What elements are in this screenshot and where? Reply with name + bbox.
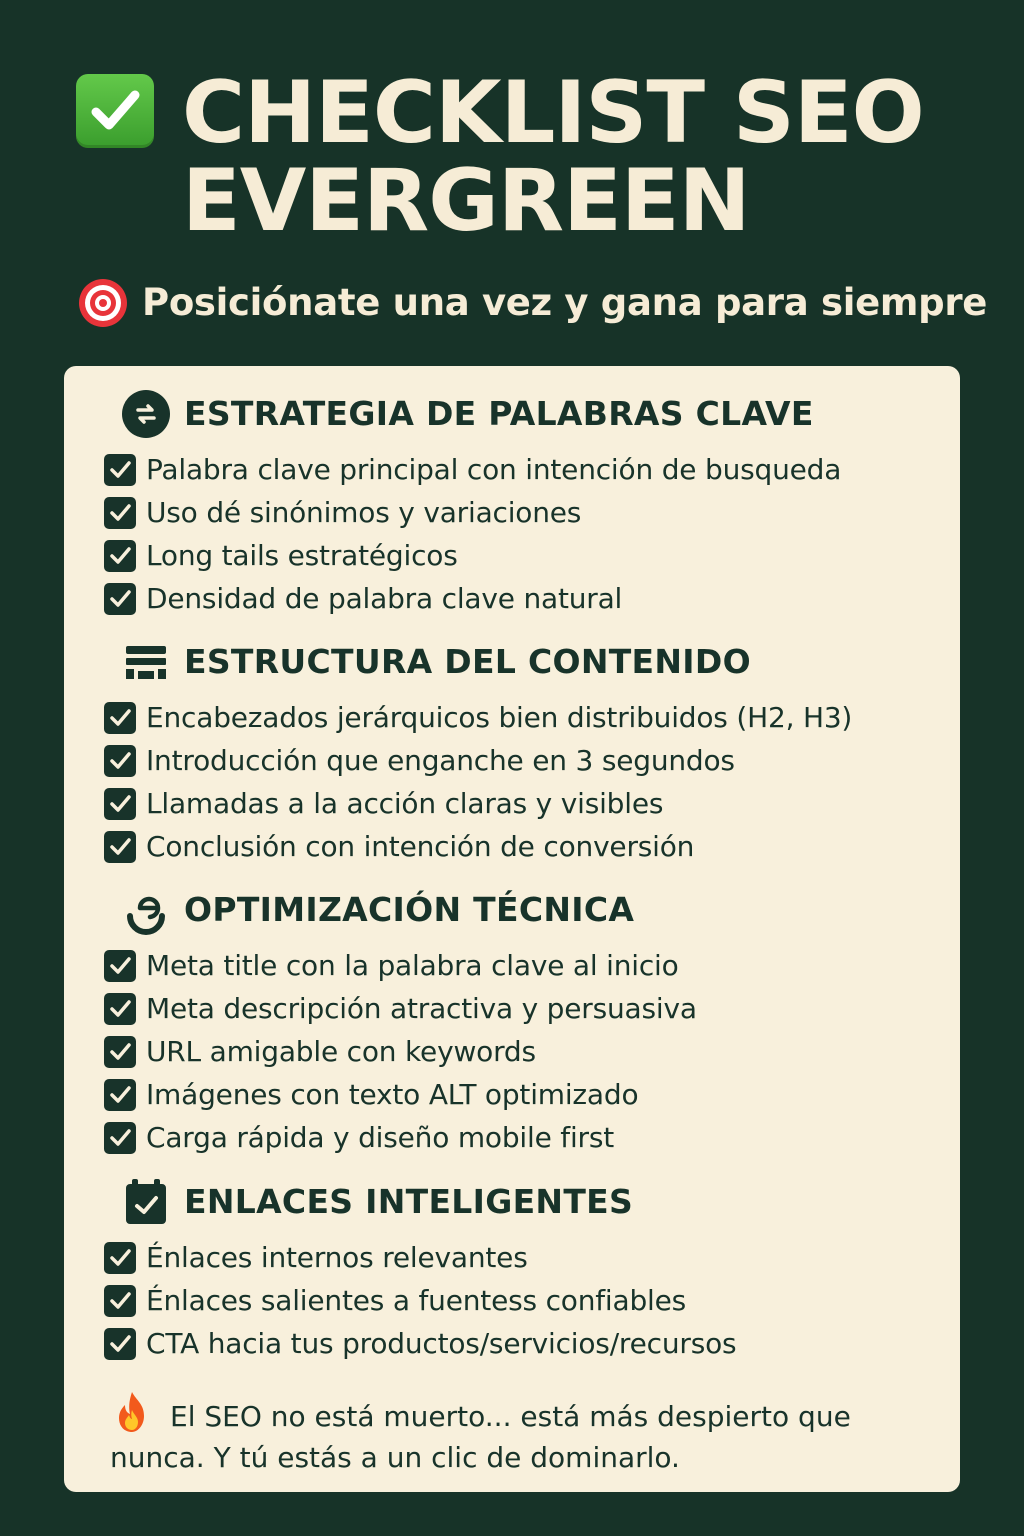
checklist-item-label: Meta descripción atractiva y persuasiva: [146, 992, 697, 1025]
checkbox-checked-icon: [104, 454, 136, 486]
checkbox-checked-icon: [104, 831, 136, 863]
checklist-item-label: Long tails estratégicos: [146, 539, 458, 572]
checklist-item-label: Introducción que enganche en 3 segundos: [146, 744, 735, 777]
structure-icon: [120, 636, 172, 688]
checklist-item: [104, 989, 697, 1029]
section-title-keywords: ESTRATEGIA DE PALABRAS CLAVE: [184, 394, 814, 433]
section-header-links: [120, 1176, 633, 1228]
checklist-item-label: Conclusión con intención de conversión: [146, 830, 695, 863]
checklist-item-label: Palabra clave principal con intención de busqueda: [146, 453, 842, 486]
subtitle-row: [78, 278, 987, 328]
checklist-item: [104, 1118, 614, 1158]
checklist-item: [104, 450, 841, 490]
clipboard-check-icon: [120, 1176, 172, 1228]
checkbox-checked-icon: [104, 1242, 136, 1274]
checkbox-checked-icon: [104, 788, 136, 820]
checklist-item-label: Énlaces internos relevantes: [146, 1241, 528, 1274]
page-title-line-2: EVERGREEN: [182, 151, 750, 251]
page-subtitle: Posiciónate una vez y gana para siempre: [142, 281, 988, 324]
checklist-item: [104, 827, 694, 867]
checklist-item-label: Énlaces salientes a fuentess confiables: [146, 1284, 687, 1317]
checklist-item-label: URL amigable con keywords: [146, 1035, 536, 1068]
checklist-item-label: Meta title con la palabra clave al inicio: [146, 949, 679, 982]
checklist-item: [104, 698, 852, 738]
section-title-structure: ESTRUCTURA DEL CONTENIDO: [184, 642, 751, 681]
checklist-item-label: Densidad de palabra clave natural: [146, 582, 623, 615]
checklist-item: [104, 493, 581, 533]
page-title-line-1: CHECKLIST SEO: [182, 63, 924, 163]
checklist-item-label: Llamadas a la acción claras y visibles: [146, 787, 664, 820]
checklist-item-label: Imágenes con texto ALT optimizado: [146, 1078, 639, 1111]
checklist-item: [104, 1075, 638, 1115]
checklist-item: [104, 536, 458, 576]
checklist-item: [104, 579, 622, 619]
footer-text: El SEO no está muerto... está más despierto que nunca. Y tú estás a un clic de dominarlo.: [110, 1400, 851, 1474]
target-icon: [78, 278, 128, 328]
checkbox-checked-icon: [104, 1079, 136, 1111]
header: [0, 0, 1024, 360]
checkbox-checked-icon: [104, 702, 136, 734]
checkbox-checked-icon: [104, 745, 136, 777]
checklist-item: [104, 1324, 736, 1364]
fire-icon: [110, 1390, 154, 1434]
checklist-item: [104, 1032, 536, 1072]
check-mark-icon: [76, 74, 154, 148]
footer-message: [110, 1390, 930, 1478]
checkbox-checked-icon: [104, 1036, 136, 1068]
checkbox-checked-icon: [104, 1328, 136, 1360]
checkbox-checked-icon: [104, 993, 136, 1025]
checklist-item-label: Carga rápida y diseño mobile first: [146, 1121, 615, 1154]
checklist-item-label: CTA hacia tus productos/servicios/recursos: [146, 1327, 737, 1360]
checklist-item: [104, 1281, 686, 1321]
checklist-item: [104, 1238, 528, 1278]
checklist-item-label: Uso dé sinónimos y variaciones: [146, 496, 582, 529]
checklist-item: [104, 946, 679, 986]
section-header-structure: [120, 636, 751, 688]
section-header-technical: [120, 884, 634, 936]
checklist-item: [104, 741, 735, 781]
keyword-icon: [120, 388, 172, 440]
checklist-card: [64, 366, 960, 1492]
checkbox-checked-icon: [104, 540, 136, 572]
checklist-item-label: Encabezados jerárquicos bien distribuidos (H2, H3): [146, 701, 853, 734]
checkbox-checked-icon: [104, 1122, 136, 1154]
section-title-links: ENLACES INTELIGENTES: [184, 1182, 634, 1221]
checkbox-checked-icon: [104, 497, 136, 529]
checkbox-checked-icon: [104, 583, 136, 615]
checkbox-checked-icon: [104, 1285, 136, 1317]
browser-icon: [120, 884, 172, 936]
section-title-technical: OPTIMIZACIÓN TÉCNICA: [184, 890, 635, 929]
checklist-item: [104, 784, 663, 824]
checkbox-checked-icon: [104, 950, 136, 982]
section-header-keywords: [120, 388, 814, 440]
